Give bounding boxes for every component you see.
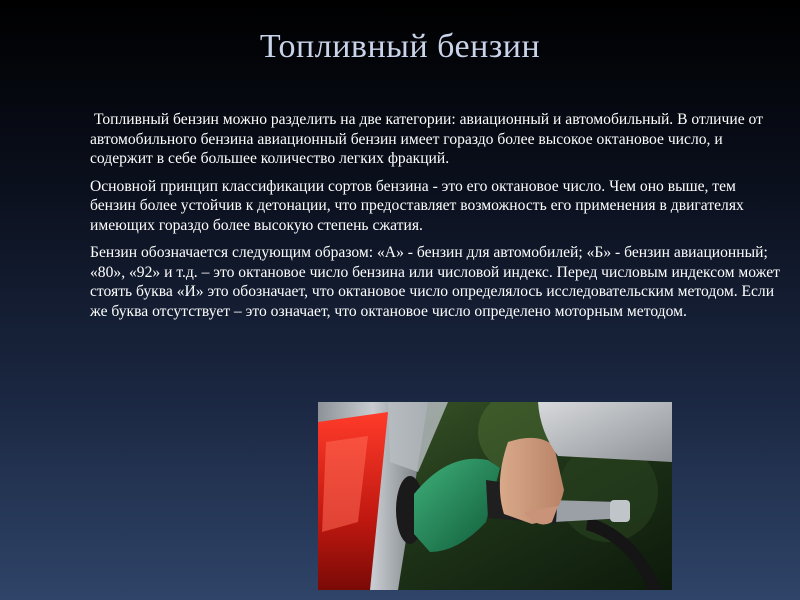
- fuel-nozzle-photo: [318, 402, 672, 590]
- paragraph-categories: Топливный бензин можно разделить на две категории: авиационный и автомобильный. В отличие от автомобильного бензина авиационный бензин имеет гораздо более высокое октановое число, и содержит в себе большее количество легких фракций.: [90, 111, 763, 167]
- paragraph-designation: Бензин обозначается следующим образом: «А» - бензин для автомобилей; «Б» - бензин авиационный; «80», «92» и т.д. – это октановое число бензина или числовой индекс. Перед числовым индексом может стоять буква «И» это обозначает, что октановое число определялось исследовательским методом. Если же буква отсутствует – это означает, что октановое число определено моторным методом.: [90, 244, 780, 320]
- paragraph-octane-classification: Основной принцип классификации сортов бензина - это его октановое число. Чем оно выше, тем бензин более устойчив к детонации, что предоставляет возможность его применения в двигателях имеющих гораздо более высокую степень сжатия.: [90, 177, 744, 234]
- slide-body: [90, 110, 780, 329]
- slide-title: Топливный бензин: [259, 28, 541, 65]
